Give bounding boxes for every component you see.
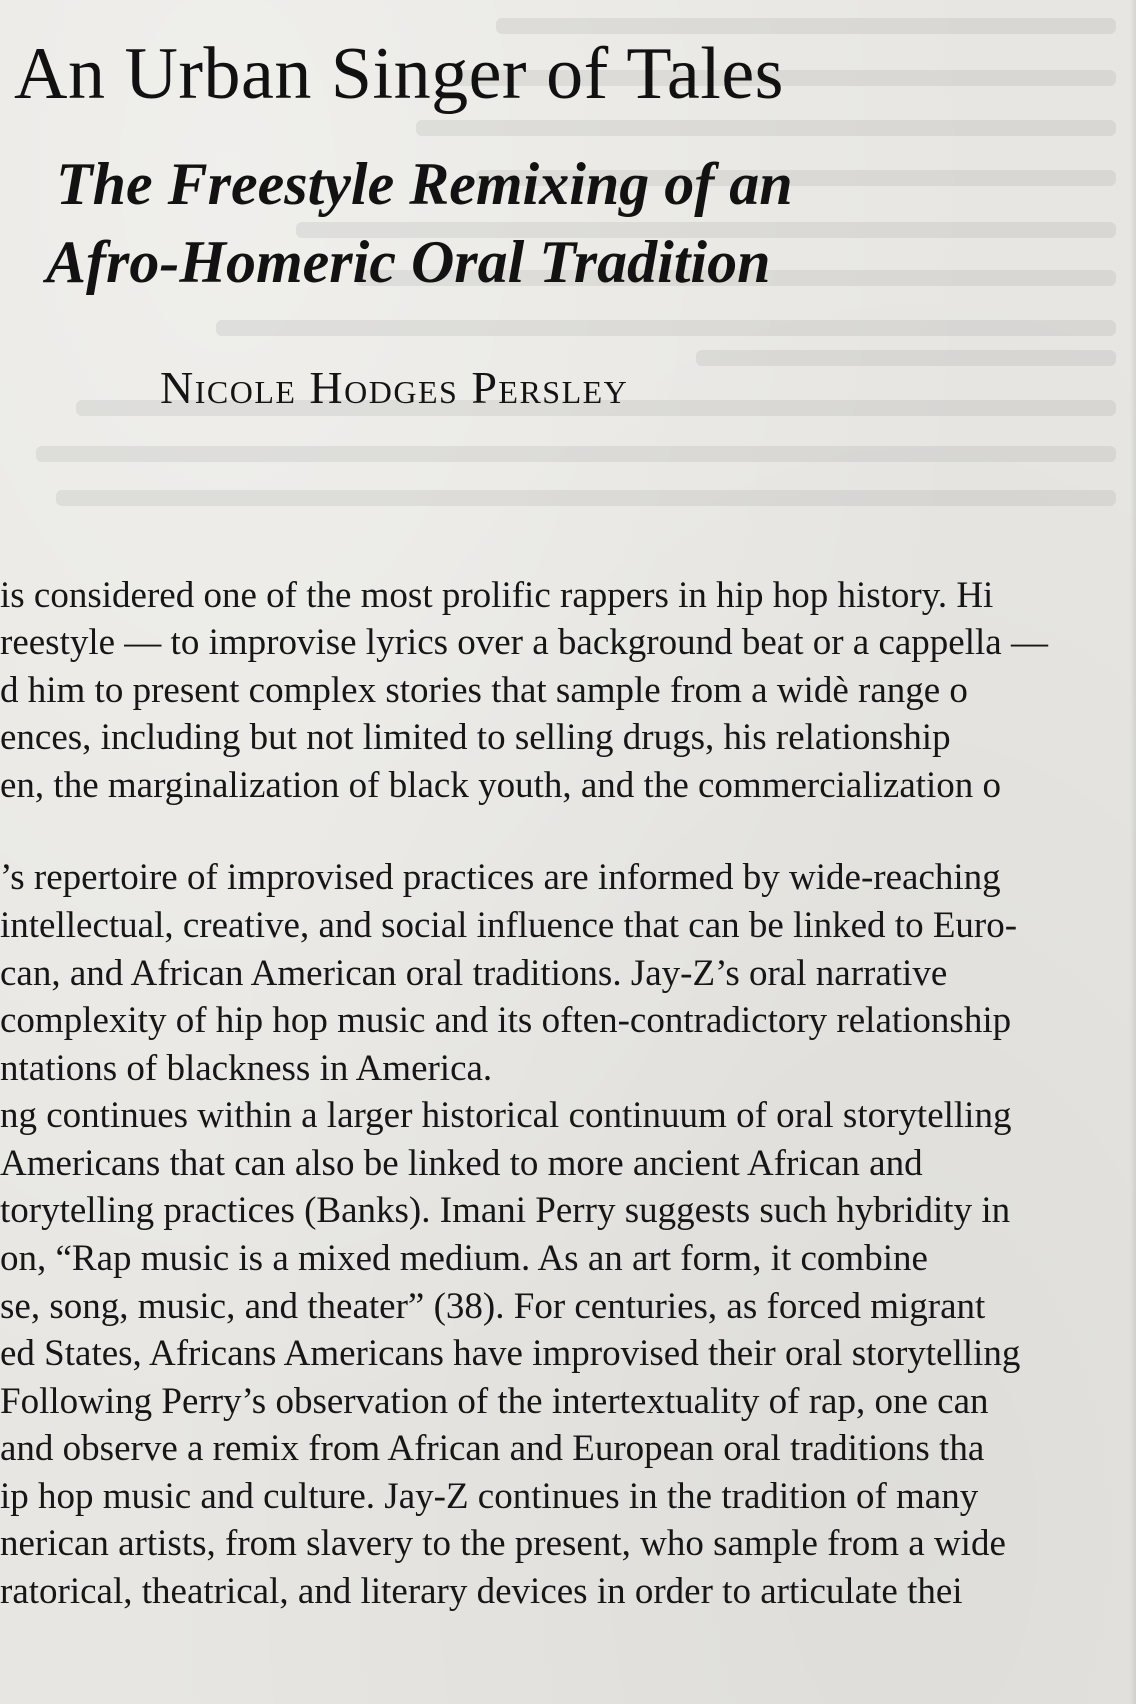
body-line: torytelling practices (Banks). Imani Perry suggests such hybridity in (0, 1190, 1011, 1231)
body-line: ng continues within a larger historical continuum of oral storytelling (0, 1095, 1012, 1136)
body-line: ntations of blackness in America. (0, 1048, 493, 1089)
article-title: An Urban Singer of Tales (14, 33, 784, 115)
body-line: ratorical, theatrical, and literary devices in order to articulate thei (0, 1571, 963, 1612)
body-line: se, song, music, and theater” (38). For centuries, as forced migrant (0, 1286, 986, 1327)
body-line: d him to present complex stories that sample from a widè range o (0, 670, 968, 711)
body-line: Americans that can also be linked to more ancient African and (0, 1143, 923, 1184)
body-line: and observe a remix from African and European oral traditions tha (0, 1428, 985, 1469)
body-line: Following Perry’s observation of the intertextuality of rap, one can (0, 1381, 989, 1422)
body-line: reestyle — to improvise lyrics over a background beat or a cappella — (0, 622, 1048, 663)
body-line: ences, including but not limited to selling drugs, his relationship (0, 717, 951, 758)
body-line: complexity of hip hop music and its often-contradictory relationship (0, 1000, 1012, 1041)
body-line: nerican artists, from slavery to the present, who sample from a wide (0, 1523, 1006, 1564)
scan-shadow-edge (1130, 0, 1136, 1704)
body-line: ip hop music and culture. Jay-Z continues in the tradition of many (0, 1476, 979, 1517)
body-line: is considered one of the most prolific rappers in hip hop history. Hi (0, 575, 994, 616)
body-line: on, “Rap music is a mixed medium. As an art form, it combine (0, 1238, 928, 1279)
article-subtitle-line-2: Afro-Homeric Oral Tradition (46, 229, 771, 295)
body-line: intellectual, creative, and social influence that can be linked to Euro- (0, 905, 1018, 946)
body-line: ’s repertoire of improvised practices are informed by wide-reaching (0, 857, 1001, 898)
body-text (0, 570, 1136, 1704)
body-line: en, the marginalization of black youth, and the commercialization o (0, 765, 1002, 806)
body-line: can, and African American oral traditions. Jay-Z’s oral narrative (0, 953, 948, 994)
body-line: ed States, Africans Americans have improvised their oral storytelling (0, 1333, 1021, 1374)
article-subtitle-line-1: The Freestyle Remixing of an (56, 151, 793, 217)
author-name: Nicole Hodges Persley (160, 362, 629, 413)
